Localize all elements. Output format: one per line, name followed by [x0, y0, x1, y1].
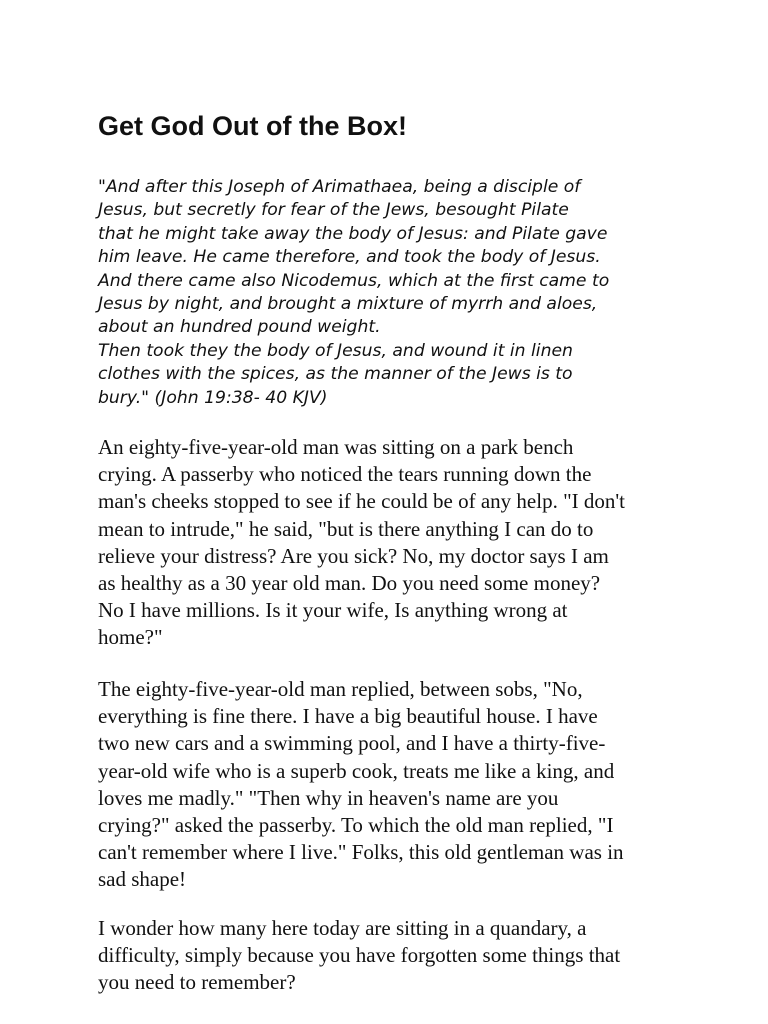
paragraph-line: difficulty, simply because you have forgotten some things that	[98, 943, 621, 968]
quote-line: And there came also Nicodemus, which at the first came to	[98, 270, 610, 291]
body-paragraph-2	[98, 676, 624, 894]
quote-line: Jesus by night, and brought a mixture of myrrh and aloes,	[98, 294, 598, 315]
body-paragraph-1	[98, 434, 625, 652]
paragraph-line: home?"	[98, 625, 163, 650]
paragraph-line: An eighty-five-year-old man was sitting on a park bench	[98, 435, 574, 459]
paragraph-line: No I have millions. Is it your wife, Is anything wrong at	[98, 598, 568, 623]
paragraph-line: man's cheeks stopped to see if he could be of any help. "I don't	[98, 489, 625, 514]
paragraph-line: relieve your distress? Are you sick? No, my doctor says I am	[98, 543, 609, 568]
paragraph-line: crying?" asked the passerby. To which the old man replied, "I	[98, 813, 614, 838]
quote-line: Jesus, but secretly for fear of the Jews, besought Pilate	[98, 200, 569, 221]
quote-line: that he might take away the body of Jesus: and Pilate gave	[98, 223, 608, 244]
paragraph-line: I wonder how many here today are sitting in a quandary, a	[98, 916, 587, 940]
paragraph-line: as healthy as a 30 year old man. Do you need some money?	[98, 571, 601, 596]
paragraph-line: year-old wife who is a superb cook, treats me like a king, and	[98, 758, 615, 783]
quote-line: "And after this Joseph of Arimathaea, being a disciple of	[98, 177, 581, 197]
quote-line: about an hundred pound weight.	[98, 317, 381, 338]
scripture-quote	[98, 176, 609, 410]
quote-line: bury." (John 19:38- 40 KJV)	[98, 387, 328, 408]
paragraph-line: everything is fine there. I have a big beautiful house. I have	[98, 704, 598, 729]
quote-line: clothes with the spices, as the manner of the Jews is to	[98, 364, 573, 385]
paragraph-line: you need to remember?	[98, 970, 296, 995]
paragraph-line: sad shape!	[98, 867, 187, 892]
quote-line: him leave. He came therefore, and took the body of Jesus.	[98, 247, 601, 268]
paragraph-line: can't remember where I live." Folks, this old gentleman was in	[98, 840, 624, 865]
body-paragraph-3	[98, 915, 620, 997]
paragraph-line: The eighty-five-year-old man replied, between sobs, "No,	[98, 677, 583, 701]
paragraph-line: mean to intrude," he said, "but is there anything I can do to	[98, 516, 594, 541]
document-title: Get God Out of the Box!	[98, 111, 407, 141]
paragraph-line: two new cars and a swimming pool, and I have a thirty-five-	[98, 731, 606, 756]
quote-line: Then took they the body of Jesus, and wound it in linen	[98, 340, 573, 361]
paragraph-line: loves me madly." "Then why in heaven's name are you	[98, 785, 559, 810]
paragraph-line: crying. A passerby who noticed the tears running down the	[98, 462, 592, 487]
